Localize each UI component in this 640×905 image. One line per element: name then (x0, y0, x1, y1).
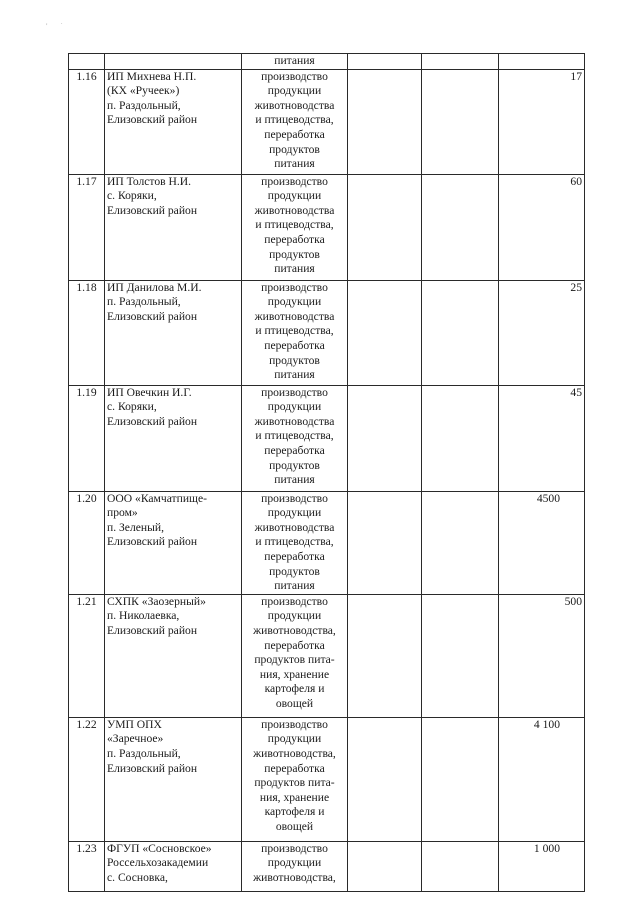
cell-empty-1 (348, 174, 422, 280)
cell-empty-1 (348, 385, 422, 491)
activity-line: продукции (267, 189, 322, 203)
cell-org (105, 54, 242, 70)
cell-num (69, 174, 105, 280)
table-row (69, 174, 585, 280)
table-row-continuation (69, 54, 585, 70)
org-line: Елизовский район (107, 623, 198, 637)
activity-line: питания (274, 54, 315, 67)
activity-line: продукции (267, 295, 322, 309)
row-number: 1.20 (76, 491, 97, 505)
value-text: 60 (570, 174, 582, 188)
org-line: п. Раздольный, (107, 746, 181, 760)
activity-line: картофеля и (264, 682, 325, 696)
cell-org (105, 385, 242, 491)
activity-line: животноводства (254, 309, 335, 323)
org-line: ИП Данилова М.И. (107, 280, 202, 294)
activity-line: производство (261, 491, 328, 505)
table-body (69, 54, 585, 892)
activity-line: животноводства, (253, 870, 336, 884)
cell-num (69, 280, 105, 385)
org-line: ИП Михнева Н.П. (107, 69, 197, 83)
org-line: Елизовский район (107, 309, 198, 323)
activity-line: продукции (267, 400, 322, 414)
cell-num (69, 717, 105, 841)
cell-empty-1 (348, 841, 422, 891)
activity-line: продукции (267, 609, 322, 623)
activity-line: производство (261, 385, 328, 399)
activity-line: переработка (264, 761, 325, 775)
table-row (69, 594, 585, 717)
org-line: Елизовский район (107, 203, 198, 217)
activity-line: производство (261, 69, 328, 83)
activity-line: картофеля и (264, 805, 325, 819)
table-row (69, 280, 585, 385)
activity-line: и птицеводства, (255, 429, 334, 443)
table-row (69, 841, 585, 891)
activity-line: животноводства (254, 520, 335, 534)
activity-line: питания (274, 262, 315, 276)
table-row (69, 385, 585, 491)
org-line: Елизовский район (107, 113, 198, 127)
org-line: (КХ «Ручеек») (107, 84, 180, 98)
org-line: Россельхозакадемии (107, 856, 209, 870)
cell-activity (242, 385, 348, 491)
cell-empty-1 (348, 491, 422, 594)
org-line: пром» (107, 506, 138, 520)
activity-line: животноводства (254, 414, 335, 428)
cell-value (499, 491, 585, 594)
cell-value (499, 174, 585, 280)
row-number: 1.17 (76, 174, 97, 188)
scan-specks: , . (46, 20, 69, 26)
cell-value (499, 717, 585, 841)
activity-line: питания (274, 473, 315, 487)
value-text: 1 000 (533, 841, 560, 855)
cell-value (499, 54, 585, 70)
activity-line: переработка (264, 638, 325, 652)
cell-activity (242, 841, 348, 891)
activity-line: продуктов пита- (254, 776, 335, 790)
cell-activity (242, 54, 348, 70)
cell-empty-2 (422, 174, 499, 280)
cell-empty-2 (422, 69, 499, 174)
cell-value (499, 280, 585, 385)
activity-line: продуктов (269, 458, 320, 472)
cell-activity (242, 717, 348, 841)
cell-num (69, 69, 105, 174)
activity-line: продуктов (269, 353, 320, 367)
cell-org (105, 717, 242, 841)
cell-org (105, 280, 242, 385)
cell-org (105, 174, 242, 280)
org-line: Елизовский район (107, 535, 198, 549)
activity-line: ния, хранение (259, 667, 330, 681)
activity-line: овощей (275, 819, 314, 833)
activity-line: продукции (267, 84, 322, 98)
org-line: Елизовский район (107, 761, 198, 775)
activity-line: и птицеводства, (255, 113, 334, 127)
activity-line: продукции (267, 732, 322, 746)
activity-line: переработка (264, 127, 325, 141)
activity-line: переработка (264, 232, 325, 246)
cell-num (69, 491, 105, 594)
cell-value (499, 594, 585, 717)
activity-line: животноводства (254, 98, 335, 112)
cell-activity (242, 174, 348, 280)
cell-empty-1 (348, 69, 422, 174)
cell-empty-1 (348, 717, 422, 841)
activity-line: производство (261, 717, 328, 731)
enterprise-table (68, 53, 585, 892)
cell-org (105, 841, 242, 891)
cell-empty-2 (422, 491, 499, 594)
value-text: 25 (570, 280, 582, 294)
activity-line: продуктов (269, 564, 320, 578)
cell-empty-1 (348, 594, 422, 717)
activity-line: овощей (275, 696, 314, 710)
org-line: «Заречное» (107, 732, 164, 746)
cell-num (69, 385, 105, 491)
activity-line: животноводства, (253, 746, 336, 760)
org-line: с. Коряки, (107, 189, 157, 203)
org-line: ИП Овечкин И.Г. (107, 385, 192, 399)
cell-value (499, 69, 585, 174)
activity-line: питания (274, 579, 315, 593)
activity-line: животноводства, (253, 623, 336, 637)
cell-empty-2 (422, 385, 499, 491)
activity-line: производство (261, 280, 328, 294)
value-text: 500 (564, 594, 582, 608)
org-line: п. Николаевка, (107, 609, 180, 623)
cell-empty-1 (348, 54, 422, 70)
table-row (69, 717, 585, 841)
row-number: 1.22 (76, 717, 97, 731)
activity-line: переработка (264, 443, 325, 457)
activity-line: продуктов (269, 247, 320, 261)
activity-line: производство (261, 594, 328, 608)
org-line: УМП ОПХ (107, 717, 162, 731)
cell-empty-1 (348, 280, 422, 385)
row-number: 1.21 (76, 594, 97, 608)
value-text: 17 (570, 69, 582, 83)
cell-num (69, 841, 105, 891)
row-number: 1.18 (76, 280, 97, 294)
activity-line: переработка (264, 338, 325, 352)
activity-line: и птицеводства, (255, 218, 334, 232)
activity-line: продуктов (269, 142, 320, 156)
cell-activity (242, 594, 348, 717)
org-line: с. Коряки, (107, 400, 157, 414)
org-line: ООО «Камчатпище- (107, 491, 207, 505)
org-line: п. Раздольный, (107, 295, 181, 309)
cell-activity (242, 69, 348, 174)
value-text: 45 (570, 385, 582, 399)
org-line: ФГУП «Сосновское» (107, 841, 212, 855)
org-line: СХПК «Заозерный» (107, 594, 206, 608)
activity-line: питания (274, 368, 315, 382)
activity-line: продукции (267, 506, 322, 520)
cell-org (105, 594, 242, 717)
row-number: 1.19 (76, 385, 97, 399)
org-line: с. Сосновка, (107, 870, 168, 884)
value-text: 4 100 (533, 717, 560, 731)
table-row (69, 491, 585, 594)
table-row (69, 69, 585, 174)
activity-line: производство (261, 174, 328, 188)
activity-line: продукции (267, 856, 322, 870)
activity-line: питания (274, 157, 315, 171)
cell-empty-2 (422, 594, 499, 717)
activity-line: продуктов пита- (254, 653, 335, 667)
cell-value (499, 841, 585, 891)
cell-empty-2 (422, 841, 499, 891)
cell-org (105, 69, 242, 174)
activity-line: ния, хранение (259, 790, 330, 804)
cell-num (69, 54, 105, 70)
activity-line: и птицеводства, (255, 324, 334, 338)
activity-line: и птицеводства, (255, 535, 334, 549)
cell-empty-2 (422, 280, 499, 385)
cell-num (69, 594, 105, 717)
org-line: Елизовский район (107, 414, 198, 428)
activity-line: животноводства (254, 203, 335, 217)
cell-activity (242, 280, 348, 385)
org-line: п. Раздольный, (107, 98, 181, 112)
activity-line: переработка (264, 549, 325, 563)
row-number: 1.23 (76, 841, 97, 855)
cell-empty-2 (422, 54, 499, 70)
cell-empty-2 (422, 717, 499, 841)
org-line: п. Зеленый, (107, 520, 164, 534)
cell-org (105, 491, 242, 594)
org-line: ИП Толстов Н.И. (107, 174, 192, 188)
row-number: 1.16 (76, 69, 97, 83)
cell-value (499, 385, 585, 491)
value-text: 4500 (536, 491, 560, 505)
cell-activity (242, 491, 348, 594)
activity-line: производство (261, 841, 328, 855)
